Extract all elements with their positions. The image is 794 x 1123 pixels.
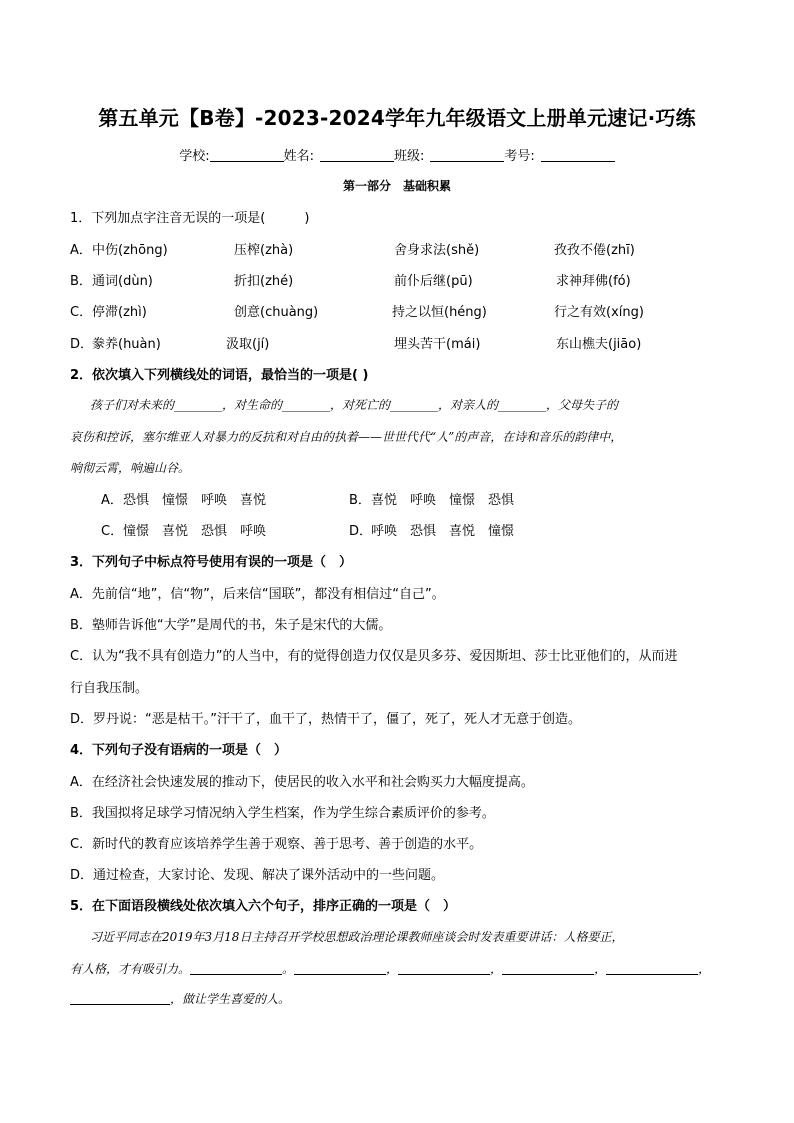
q5-passage-line-1: 习近平同志在2019年3月18日主持召开学校思想政治理论课教师座谈会时发表重要讲话：人格要正，	[90, 930, 624, 944]
q5-passage-line-3	[70, 990, 290, 1007]
q3-option-c-line-1: C．认为“我不具有创造力”的人当中，有的觉得创造力仅仅是贝多芬、爱因斯坦、莎士比亚他们的，从而进	[70, 649, 678, 664]
q4-option-a: A．在经济社会快速发展的推动下，使居民的收入水平和社会购买力大幅度提高。	[70, 775, 534, 790]
class-label: 班级:	[394, 149, 425, 164]
exam-no-blank[interactable]	[541, 148, 615, 162]
q3-option-c-line-2: 行自我压制。	[70, 681, 149, 696]
q3-option-a: A．先前信“地”，信“物”，后来信“国联”，都没有相信过“自己”。	[70, 587, 445, 602]
school-label: 学校:	[179, 149, 210, 164]
section-heading: 第一部分 基础积累	[342, 179, 451, 193]
q5-passage-line-2: 有人格，才有吸引力。 。 ， ， ， ，	[70, 962, 711, 976]
q2-passage-line-1: 孩子们对未来的________，对生命的________，对死亡的________，对亲人的________，父母失子的	[90, 398, 619, 412]
q2-passage-line-2: 哀伤和控诉，塞尔维亚人对暴力的反抗和对自由的执着——世世代代“人”的声音，在诗和音乐的韵律中，	[70, 430, 623, 444]
school-blank[interactable]	[210, 148, 284, 162]
student-info-line	[0, 145, 794, 164]
exam-no-label: 考号:	[504, 149, 535, 164]
q4-option-d: D．通过检查，大家讨论、发现、解决了课外活动中的一些问题。	[70, 868, 445, 883]
q3-stem: 3．下列句子中标点符号使用有误的一项是（ ）	[70, 555, 353, 570]
q2-passage-line-3: 响彻云霄，响遍山谷。	[70, 461, 191, 475]
q2-stem: 2．依次填入下列横线处的词语，最恰当的一项是( )	[70, 368, 369, 383]
q3-option-d: D．罗丹说：“恶是枯干。”汗干了，血干了，热情干了，僵了，死了，死人才无意于创造。	[70, 712, 581, 727]
q5-stem: 5．在下面语段横线处依次填入六个句子，排序正确的一项是（ ）	[70, 899, 457, 914]
q5-blank-1[interactable]	[190, 962, 282, 975]
name-blank[interactable]	[320, 148, 394, 162]
q5-passage-start: 有人格，才有吸引力。	[70, 962, 191, 976]
q3-option-b: B．塾师告诉他“大学”是周代的书，朱子是宋代的大儒。	[70, 618, 392, 633]
page-title: 第五单元【B卷】-2023-2024学年九年级语文上册单元速记·巧练	[98, 106, 696, 130]
q1-stem: 1．下列加点字注音无误的一项是( )	[70, 211, 310, 226]
q4-option-b: B．我国拟将足球学习情况纳入学生档案，作为学生综合素质评价的参考。	[70, 806, 495, 821]
q5-blank-2[interactable]	[294, 962, 386, 975]
q4-stem: 4．下列句子没有语病的一项是（ ）	[70, 743, 288, 758]
q5-blank-3[interactable]	[398, 962, 490, 975]
class-blank[interactable]	[430, 148, 504, 162]
q5-blank-6[interactable]	[70, 992, 170, 1005]
name-label: 姓名:	[283, 149, 314, 164]
q4-option-c: C．新时代的教育应该培养学生善于观察、善于思考、善于创造的水平。	[70, 837, 483, 852]
q5-passage-end: ，做让学生喜爱的人。	[170, 992, 291, 1006]
q5-blank-4[interactable]	[502, 962, 594, 975]
q5-blank-5[interactable]	[606, 962, 698, 975]
exam-page: 第五单元【B卷】-2023-2024学年九年级语文上册单元速记·巧练 学校: 姓名: 班级: 考号: 第一部分 基础积累 1．下列加点字注音无误的一项是( ) A． 中伤(zhōng) 压榨(zhà) 舍身求法(shě) 孜孜不倦(zhī) B． 通词(dùn) 折扣(zhé) 前仆后继(pū) 求神拜佛(fó) C． 停滞(zhì) 创意(chuàng) 持之以恒(héng) 行之有效(xíng) D． 豢养(huàn) 汲取(jí) 埋头苦干(mái) 东山樵夫(jiāo) 2．依次填入下列横线处的词语，最恰当的一项是( ) 孩子们对未来的________，对生命的________，对死亡的________，对亲人的________，父母失子的 哀伤和控诉，塞尔维亚人对暴力的反抗和对自由的执着——世世代代“人”的声音，在诗和音乐的韵律中， 响彻云霄，响遍山谷。 A． 恐惧 憧憬 呼唤 喜悦 B． 喜悦 呼唤 憧憬 恐惧 C． 憧憬 喜悦 恐惧 呼唤 D． 呼唤 恐惧 喜悦 憧憬 3．下列句子中标点符号使用有误的一项是（ ） A．先前信“地”，信“物”，后来信“国联”，都没有相信过“自己”。 B．塾师告诉他“大学”是周代的书，朱子是宋代的大儒。 C．认为“我不具有创造力”的人当中，有的觉得创造力仅仅是贝多芬、爱因斯坦、莎士比亚他们的，从而进 行自我压制。 D．罗丹说：“恶是枯干。”汗干了，血干了，热情干了，僵了，死了，死人才无意于创造。 4．下列句子没有语病的一项是（ ） A．在经济社会快速发展的推动下，使居民的收入水平和社会购买力大幅度提高。 B．我国拟将足球学习情况纳入学生档案，作为学生综合素质评价的参考。 C．新时代的教育应该培养学生善于观察、善于思考、善于创造的水平。 D．通过检查，大家讨论、发现、解决了课外活动中的一些问题。 5．在下面语段横线处依次填入六个句子，排序正确的一项是（ ） 习近平同志在2019年3月18日主持召开学校思想政治理论课教师座谈会时发表重要讲话：人格要正， 有人格，才有吸引力。 。 ， ， ， ， ，做让学生喜爱的人。	[0, 0, 794, 1123]
